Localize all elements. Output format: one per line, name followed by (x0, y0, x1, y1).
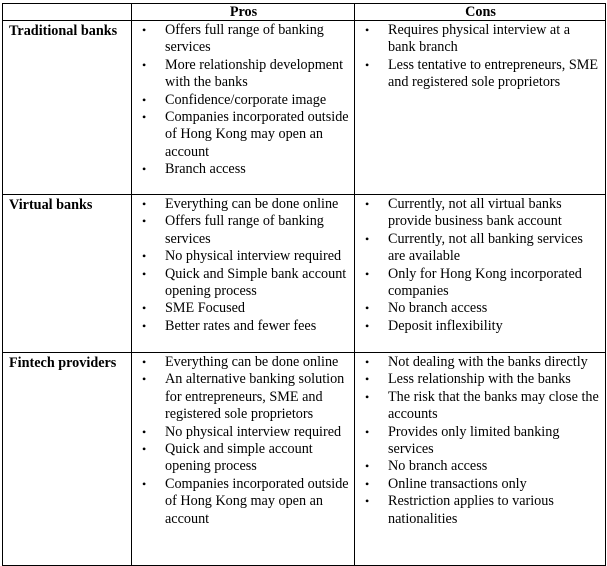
bullet-icon: • (142, 162, 147, 177)
list-item (360, 476, 601, 493)
table-row-virtual-banks (3, 195, 606, 353)
bullet-icon: • (365, 372, 370, 387)
pros-list (137, 195, 350, 335)
bullet-icon: • (365, 424, 370, 439)
list-item-text: Companies incorporated outside of Hong Kong may open an account (165, 475, 349, 527)
bullet-icon: • (365, 231, 370, 246)
list-item (137, 476, 350, 528)
list-item (137, 371, 350, 423)
bullet-icon: • (365, 389, 370, 404)
bullet-icon: • (365, 301, 370, 316)
list-item-text: Quick and simple account opening process (165, 441, 313, 475)
list-item (360, 318, 601, 335)
list-item-text: SME Focused (165, 300, 246, 317)
list-item (360, 266, 601, 301)
list-item-text: Only for Hong Kong incorporated companies (388, 265, 582, 300)
list-item-text: Everything can be done online (165, 196, 339, 212)
list-item (137, 161, 350, 178)
bullet-icon: • (142, 318, 147, 333)
list-item (360, 22, 601, 57)
list-item-text: Everything can be done online (165, 354, 339, 370)
row-category: Traditional banks (3, 21, 132, 195)
list-item-text: Less tentative to entrepreneurs, SME and registered sole proprietors (388, 56, 598, 91)
list-item-text: Branch access (165, 161, 246, 178)
list-item-text: Provides only limited banking services (388, 423, 560, 458)
bullet-icon: • (142, 23, 147, 37)
pros-cell (132, 353, 355, 566)
table-row-traditional-banks (3, 21, 606, 195)
list-item-text: Online transactions only (388, 475, 527, 492)
list-item-text: Offers full range of banking services (165, 213, 324, 247)
cons-cell (355, 195, 606, 353)
list-item (137, 441, 350, 476)
cons-list (360, 21, 601, 92)
header-pros: Pros (132, 4, 355, 21)
bullet-icon: • (365, 476, 370, 491)
bullet-icon: • (142, 57, 147, 72)
cons-cell (355, 21, 606, 195)
header-cons: Cons (355, 4, 606, 21)
row-category: Virtual banks (3, 195, 132, 353)
list-item-text: Confidence/corporate image (165, 91, 327, 108)
bullet-icon: • (365, 318, 370, 333)
list-item (360, 458, 601, 475)
pros-cons-table (2, 3, 606, 566)
list-item-text: No physical interview required (165, 248, 342, 265)
list-item (137, 213, 350, 248)
table-row-fintech-providers (3, 353, 606, 566)
pros-cell (132, 21, 355, 195)
bullet-icon: • (142, 249, 147, 264)
bullet-icon: • (142, 476, 147, 491)
list-item-text: Currently, not all virtual banks provide business bank account (388, 196, 562, 230)
list-item (360, 493, 601, 528)
list-item-text: More relationship development with the banks (165, 56, 344, 91)
header-category (3, 4, 132, 21)
bullet-icon: • (142, 442, 147, 457)
list-item (360, 196, 601, 231)
list-item (360, 389, 601, 424)
bullet-icon: • (142, 424, 147, 439)
list-item (360, 354, 601, 371)
list-item (137, 354, 350, 371)
bullet-icon: • (142, 372, 147, 387)
list-item (137, 266, 350, 301)
cons-list (360, 353, 601, 528)
bullet-icon: • (142, 355, 147, 369)
list-item-text: No physical interview required (165, 423, 342, 440)
list-item-text: Not dealing with the banks directly (388, 354, 588, 370)
cons-list (360, 195, 601, 335)
bullet-icon: • (142, 110, 147, 125)
list-item-text: No branch access (388, 300, 488, 317)
list-item-text: Offers full range of banking services (165, 22, 324, 56)
cons-cell (355, 353, 606, 566)
row-category: Fintech providers (3, 353, 132, 566)
pros-list (137, 21, 350, 179)
list-item (360, 57, 601, 92)
list-item-text: No branch access (388, 458, 488, 475)
list-item (360, 371, 601, 388)
pros-list (137, 353, 350, 528)
list-item-text: The risk that the banks may close the accounts (388, 388, 599, 423)
list-item (360, 231, 601, 266)
list-item (137, 318, 350, 335)
list-item-text: Restriction applies to various nationalities (388, 493, 554, 527)
bullet-icon: • (365, 266, 370, 281)
list-item (137, 109, 350, 161)
list-item-text: Currently, not all banking services are available (388, 230, 583, 265)
list-item-text: Better rates and fewer fees (165, 317, 317, 334)
list-item-text: An alternative banking solution for entrepreneurs, SME and registered sole proprietors (165, 371, 345, 423)
list-item (137, 92, 350, 109)
bullet-icon: • (365, 57, 370, 72)
list-item (137, 57, 350, 92)
bullet-icon: • (365, 494, 370, 509)
pros-cell (132, 195, 355, 353)
bullet-icon: • (142, 197, 147, 211)
list-item (360, 424, 601, 459)
bullet-icon: • (142, 266, 147, 281)
list-item-text: Less relationship with the banks (388, 371, 571, 388)
list-item (137, 196, 350, 213)
list-item-text: Deposit inflexibility (388, 317, 503, 334)
list-item (137, 248, 350, 265)
bullet-icon: • (142, 214, 147, 229)
bullet-icon: • (365, 197, 370, 211)
list-item (360, 300, 601, 317)
list-item (137, 424, 350, 441)
list-item (137, 22, 350, 57)
bullet-icon: • (365, 355, 370, 369)
list-item-text: Companies incorporated outside of Hong Kong may open an account (165, 109, 349, 160)
bullet-icon: • (142, 301, 147, 316)
header-row (3, 4, 606, 21)
bullet-icon: • (365, 459, 370, 474)
bullet-icon: • (142, 92, 147, 107)
list-item-text: Requires physical interview at a bank branch (388, 22, 571, 56)
list-item-text: Quick and Simple bank account opening process (165, 265, 347, 300)
bullet-icon: • (365, 23, 370, 37)
list-item (137, 300, 350, 317)
